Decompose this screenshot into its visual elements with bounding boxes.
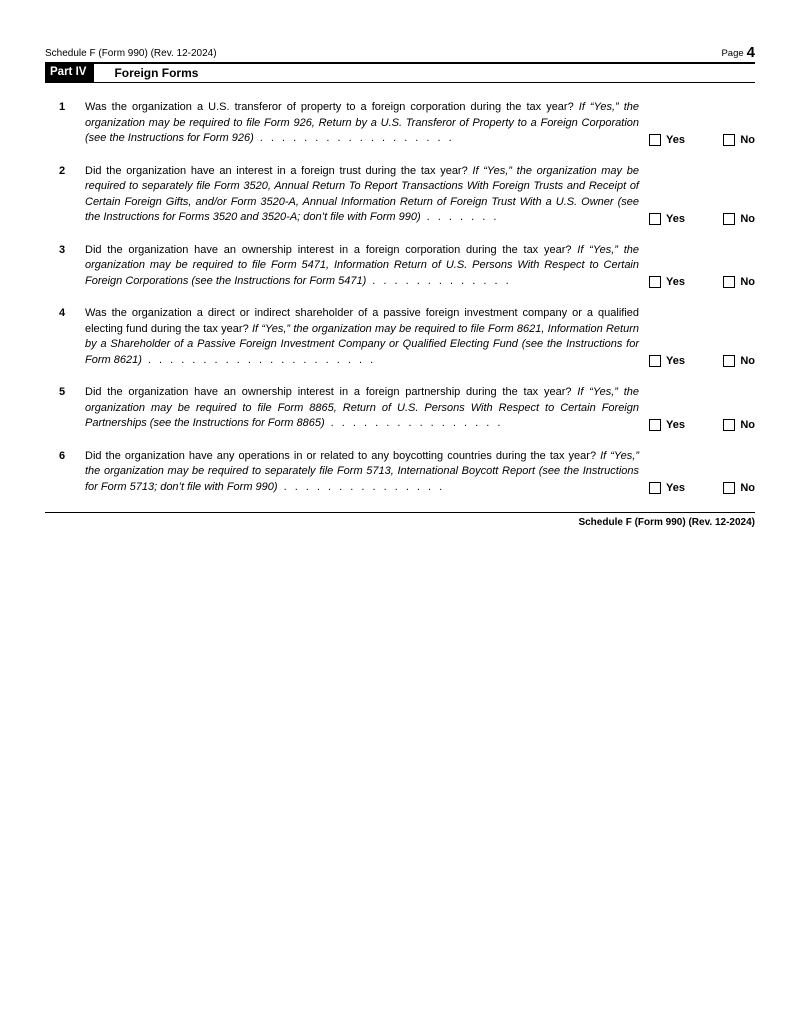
yes-checkbox[interactable]: [649, 419, 661, 431]
question-detail: If “Yes,” the organization may be required to separately file Form 3520, Annual Return To Report Transactions With Foreign Trusts and Receipt of Certain Foreign Gifts, and/or Form 3520-A, Annual Information Return of Foreign Trust With a U.S. Owner (see the Instructions for Forms 3520 and 3520-A; don’t file with Form 990): [85, 164, 639, 223]
header-page-indicator: [721, 46, 755, 59]
question-row-5: [45, 385, 755, 432]
no-checkbox[interactable]: [723, 355, 735, 367]
question-detail: If “Yes,” the organization may be required to file Form 8865, Return of U.S. Persons With Respect to Certain Foreign Partnerships (see the Instructions for Form 8865): [85, 386, 639, 429]
yes-checkbox[interactable]: [649, 276, 661, 288]
page-number: 4: [746, 44, 755, 61]
no-checkbox[interactable]: [723, 276, 735, 288]
dot-leader: . . . . . . . . . . . . . . . .: [330, 417, 501, 429]
yes-label: Yes: [666, 418, 685, 431]
yes-label: Yes: [666, 482, 685, 494]
question-row-2: [45, 164, 755, 226]
no-label: No: [740, 133, 755, 146]
header-form-title: Schedule F (Form 990) (Rev. 12-2024): [45, 48, 217, 59]
no-label: No: [740, 482, 755, 494]
no-label: No: [740, 418, 755, 431]
question-text: [85, 100, 639, 147]
doc-footer: [45, 512, 755, 528]
yes-label: Yes: [666, 212, 685, 225]
no-answer: [723, 482, 755, 494]
yes-checkbox[interactable]: [649, 134, 661, 146]
question-number: 5: [59, 386, 66, 398]
yes-answer: [649, 419, 685, 431]
footer-form-title: Schedule F (Form 990) (Rev. 12-2024): [578, 517, 755, 528]
no-checkbox[interactable]: [723, 419, 735, 431]
no-answer: [723, 213, 755, 225]
question-text: [85, 306, 639, 368]
dot-leader: . . . . . . . . . . . . .: [372, 274, 509, 287]
no-checkbox[interactable]: [723, 134, 735, 146]
answer-group: [649, 134, 755, 147]
question-text: [85, 449, 639, 496]
question-row-4: [45, 306, 755, 368]
no-label: No: [740, 355, 755, 367]
question-detail: If “Yes,” the organization may be required to file Form 926, Return by a U.S. Transferor of Property to a Foreign Corporation (see the Instructions for Form 926): [85, 101, 640, 144]
question-detail: If “Yes,” the organization may be required to file Form 8621, Information Return by a Shareholder of a Passive Foreign Investment Company or Qualified Electing Fund (see the Instructions for Form 8621): [85, 322, 639, 366]
question-number: 3: [59, 243, 66, 256]
question-text: [85, 385, 639, 432]
no-label: No: [740, 276, 755, 288]
no-answer: [723, 355, 755, 367]
question-lead: Did the organization have any operations in or related to any boycotting countries during the tax year?: [85, 449, 601, 462]
yes-answer: [649, 276, 685, 288]
no-checkbox[interactable]: [723, 213, 735, 225]
question-row-6: [45, 449, 755, 496]
yes-label: Yes: [666, 133, 685, 146]
question-text: [85, 164, 639, 226]
doc-header: [45, 46, 755, 62]
question-row-3: [45, 243, 755, 290]
no-answer: [723, 134, 755, 146]
question-detail: If “Yes,” the organization may be required to file Form 5471, Information Return of U.S. Persons With Respect to Certain Foreign Corporations (see the Instructions for Form 5471): [85, 243, 639, 287]
yes-label: Yes: [666, 355, 685, 367]
part-label: Part IV: [45, 64, 94, 82]
yes-checkbox[interactable]: [649, 482, 661, 494]
no-label: No: [740, 212, 755, 225]
dot-leader: . . . . . . . . . . . . . . . . . .: [259, 132, 452, 144]
question-lead: Did the organization have an ownership interest in a foreign corporation during the tax year?: [85, 243, 578, 256]
part-header: [45, 62, 755, 83]
question-number: 4: [59, 307, 66, 319]
question-number: 6: [59, 449, 66, 462]
page-label: Page: [721, 48, 744, 59]
question-number: 1: [59, 101, 66, 113]
dot-leader: . . . . . . . . . . . . . . . . . . . . .: [147, 353, 374, 366]
part-title: Foreign Forms: [114, 66, 199, 80]
yes-checkbox[interactable]: [649, 355, 661, 367]
yes-answer: [649, 355, 685, 367]
question-text: [85, 243, 639, 290]
question-row-1: [45, 100, 755, 147]
no-checkbox[interactable]: [723, 482, 735, 494]
question-lead: Did the organization have an interest in a foreign trust during the tax year?: [85, 164, 473, 177]
yes-label: Yes: [666, 276, 685, 288]
no-answer: [723, 419, 755, 431]
yes-answer: [649, 482, 685, 494]
question-lead: Did the organization have an ownership interest in a foreign partnership during the tax year?: [85, 386, 578, 398]
question-lead: Was the organization a direct or indirect shareholder of a passive foreign investment company or a qualified electing fund during the tax year?: [85, 307, 639, 335]
question-lead: Was the organization a U.S. transferor of property to a foreign corporation during the tax year?: [85, 101, 579, 113]
no-answer: [723, 276, 755, 288]
yes-answer: [649, 213, 685, 225]
answer-group: [649, 419, 755, 432]
yes-answer: [649, 134, 685, 146]
question-number: 2: [59, 164, 66, 177]
answer-group: [649, 482, 755, 495]
yes-checkbox[interactable]: [649, 213, 661, 225]
answer-group: [649, 355, 755, 368]
questions-section: [45, 83, 755, 495]
answer-group: [649, 276, 755, 289]
answer-group: [649, 213, 755, 226]
dot-leader: . . . . . . .: [426, 211, 497, 223]
dot-leader: . . . . . . . . . . . . . . .: [283, 480, 443, 493]
question-detail: If “Yes,” the organization may be required to separately file Form 5713, International Boycott Report (see the Instructions for Form 5713; don’t file with Form 990): [85, 449, 639, 493]
